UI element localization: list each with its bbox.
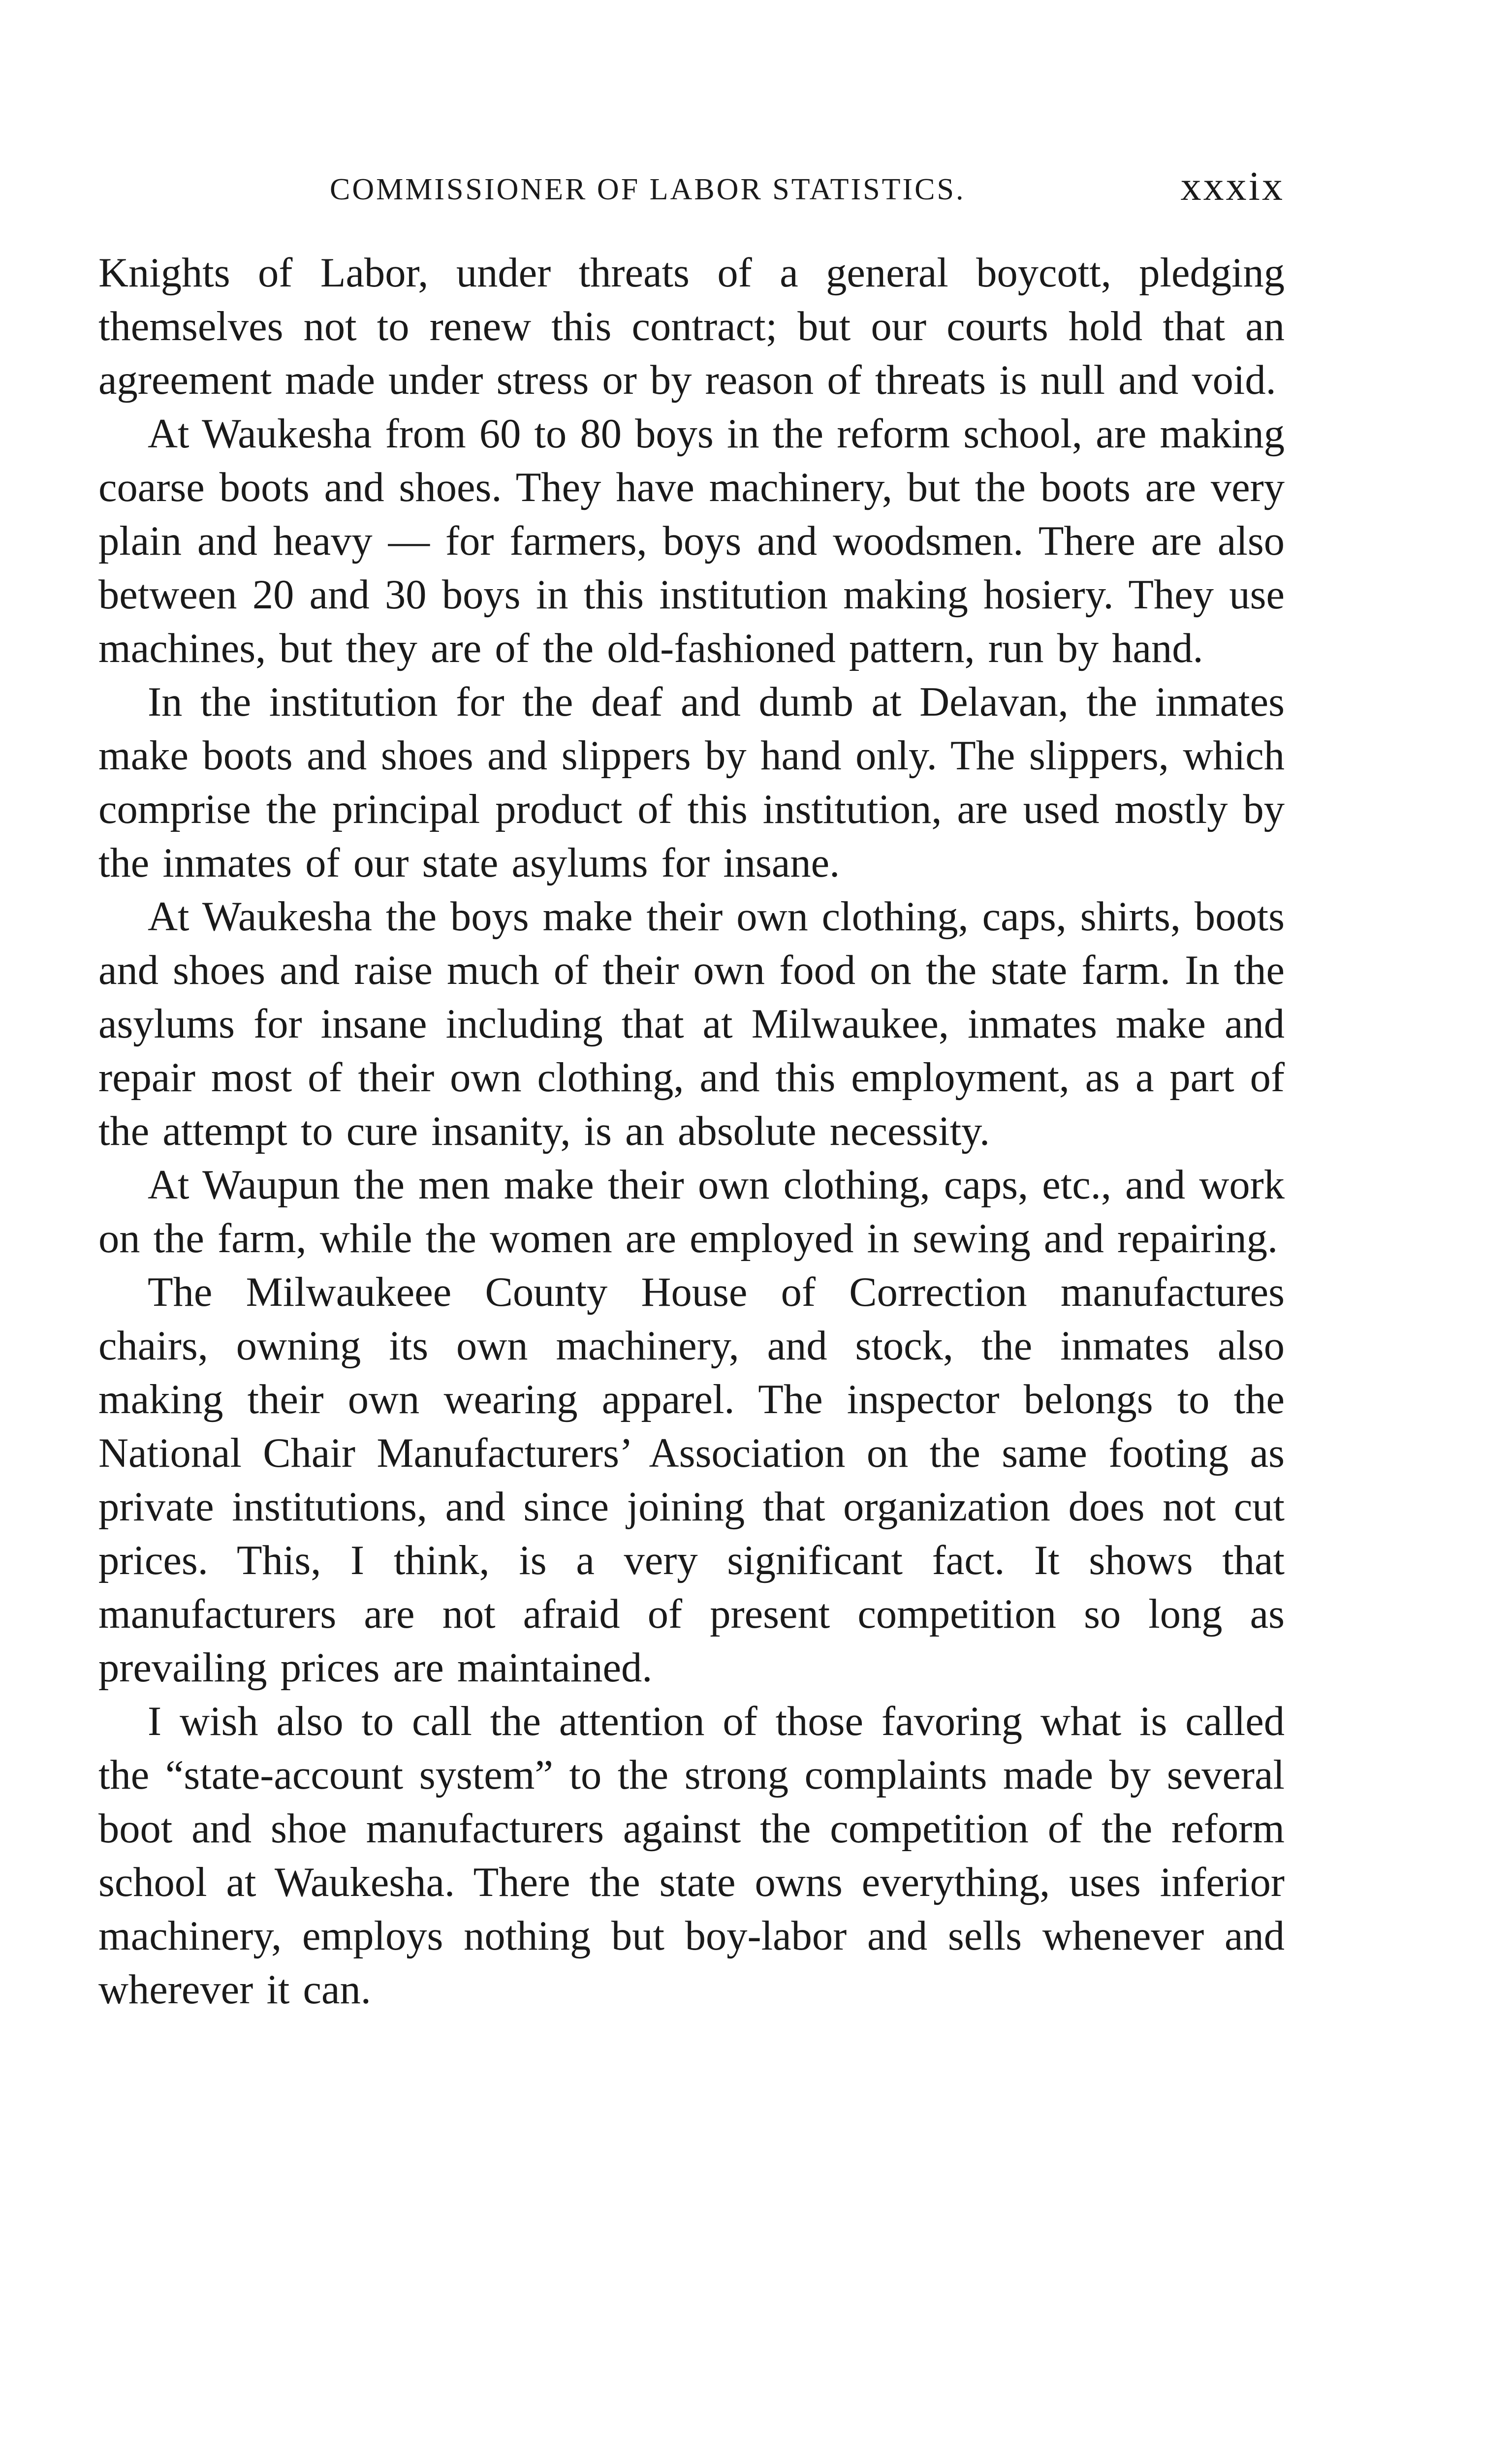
paragraph: At Waupun the men make their own clothing, caps, etc., and work on the farm, while the women are employed in sewing and repairing. [98,1162,1285,1262]
paragraph: I wish also to call the attention of those favoring what is called the “state-account system” to the strong complaints made by several boot and shoe manufacturers against the competition of the reform school at Waukesha. There the state owns everything, uses inferior machinery, employs nothing but boy-labor and sells whenever and wherever it can. [98,1699,1285,2013]
running-title: COMMISSIONER OF LABOR STATISTICS. [330,173,966,206]
body-text [98,246,1285,2017]
page-header [98,162,1285,217]
page-number: xxxix [1180,163,1285,209]
paragraph: At Waukesha the boys make their own clothing, caps, shirts, boots and shoes and raise much of their own food on the state farm. In the asylums for insane including that at Milwaukee, inmates make and repair most of their own clothing, and this employment, as a part of the attempt to cure insanity, is an absolute necessity. [98,894,1285,1154]
paragraph: The Milwaukeee County House of Correction manufactures chairs, owning its own machinery, and stock, the inmates also making their own wearing apparel. The inspector belongs to the National Chair Manufacturers’ Association on the same footing as private institutions, and since joining that organization does not cut prices. This, I think, is a very significant fact. It shows that manufacturers are not afraid of present competition so long as prevailing prices are maintained. [98,1269,1285,1691]
paragraph: In the institution for the deaf and dumb at Delavan, the inmates make boots and shoes and slippers by hand only. The slippers, which comprise the principal product of this institution, are used mostly by the inmates of our state asylums for insane. [98,679,1285,886]
paragraph: At Waukesha from 60 to 80 boys in the reform school, are making coarse boots and shoes. They have machinery, but the boots are very plain and heavy — for farmers, boys and woodsmen. There are also between 20 and 30 boys in this institution making hosiery. They use machines, but they are of the old-fashioned pattern, run by hand. [98,411,1285,671]
paragraph: Knights of Labor, under threats of a general boycott, pledging themselves not to renew this contract; but our courts hold that an agreement made under stress or by reason of threats is null and void. [98,250,1285,403]
